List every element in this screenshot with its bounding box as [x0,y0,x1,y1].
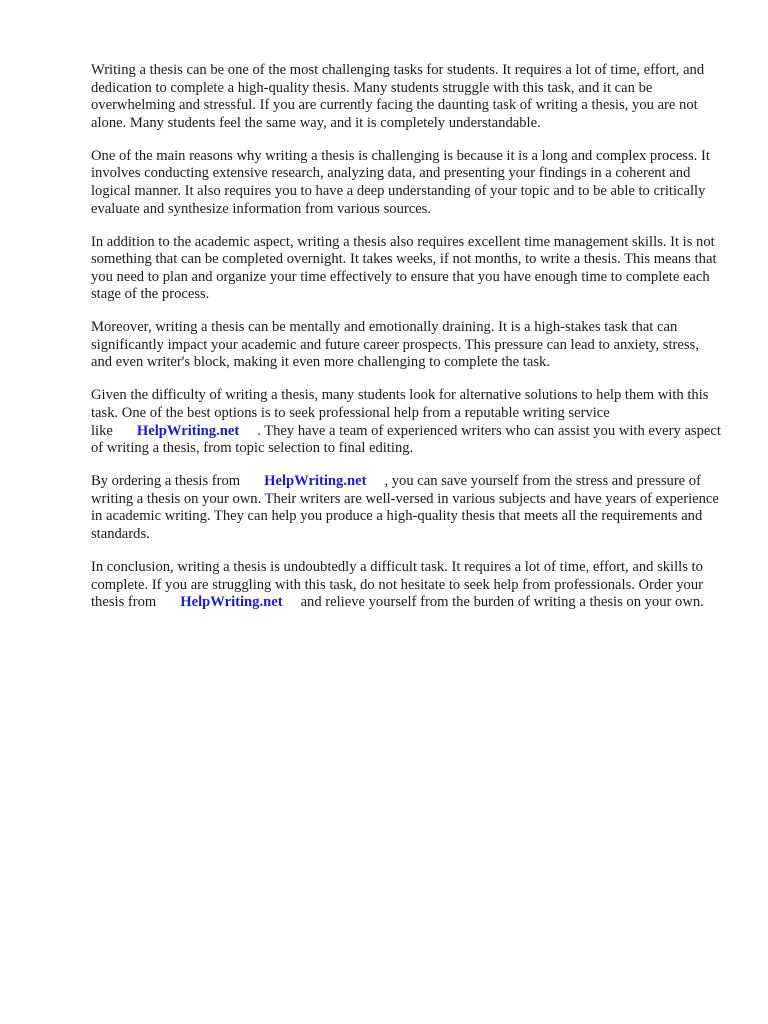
paragraph-7-text-after: and relieve yourself from the burden of writing a thesis on your own. [300,594,704,611]
helpwriting-link-1[interactable]: HelpWriting.net [136,422,240,439]
paragraph-6-text-after: , you can save yourself from the stress and pressure of writing a thesis on your own. Their writers are well-versed in various subjects and have years of experience in academic writing. They can help you produce a high-quality thesis that meets all the requirements and standards. [91,473,719,543]
paragraph-4: Moreover, writing a thesis can be mentally and emotionally draining. It is a high-stakes task that can significantly impact your academic and future career prospects. This pressure can lead to anxiety, stress, and even writer's block, making it even more challenging to complete the task. [91,319,699,371]
helpwriting-link-3[interactable]: HelpWriting.net [180,594,283,611]
helpwriting-link-2[interactable]: HelpWriting.net [264,473,367,490]
paragraph-2: One of the main reasons why writing a thesis is challenging is because it is a long and complex process. It involves conducting extensive research, analyzing data, and presenting your findings in a coherent and logical manner. It also requires you to have a deep understanding of your topic and to be able to critically evaluate and synthesize information from various sources. [91,147,710,217]
paragraph-5-text-after: . They have a team of experienced writers who can assist you with every aspect of writing a thesis, from topic selection to final editing. [91,422,721,457]
paragraph-7-text-before: In conclusion, writing a thesis is undoubtedly a difficult task. It requires a lot of time, effort, and skills to complete. If you are struggling with this task, do not hesitate to seek help from professionals. Order your thesis from [91,559,703,611]
document-body [91,62,721,627]
paragraph-1: Writing a thesis can be one of the most challenging tasks for students. It requires a lot of time, effort, and dedication to complete a high-quality thesis. Many students struggle with this task, and it can be overwhelming and stressful. If you are currently facing the daunting task of writing a thesis, you are not alone. Many students feel the same way, and it is completely understandable. [91,62,705,131]
paragraph-7 [91,559,721,612]
paragraph-3: In addition to the academic aspect, writing a thesis also requires excellent time management skills. It is not something that can be completed overnight. It takes weeks, if not months, to write a thesis. This means that you need to plan and organize your time effectively to ensure that you have enough time to complete each stage of the process. [91,233,717,303]
paragraph-6-text-before: By ordering a thesis from [91,473,241,490]
paragraph-6 [91,473,721,543]
paragraph-5-text-before: Given the difficulty of writing a thesis, many students look for alternative solutions to help them with this task. One of the best options is to seek professional help from a reputable writing service like [91,387,709,439]
paragraph-5 [91,387,721,457]
